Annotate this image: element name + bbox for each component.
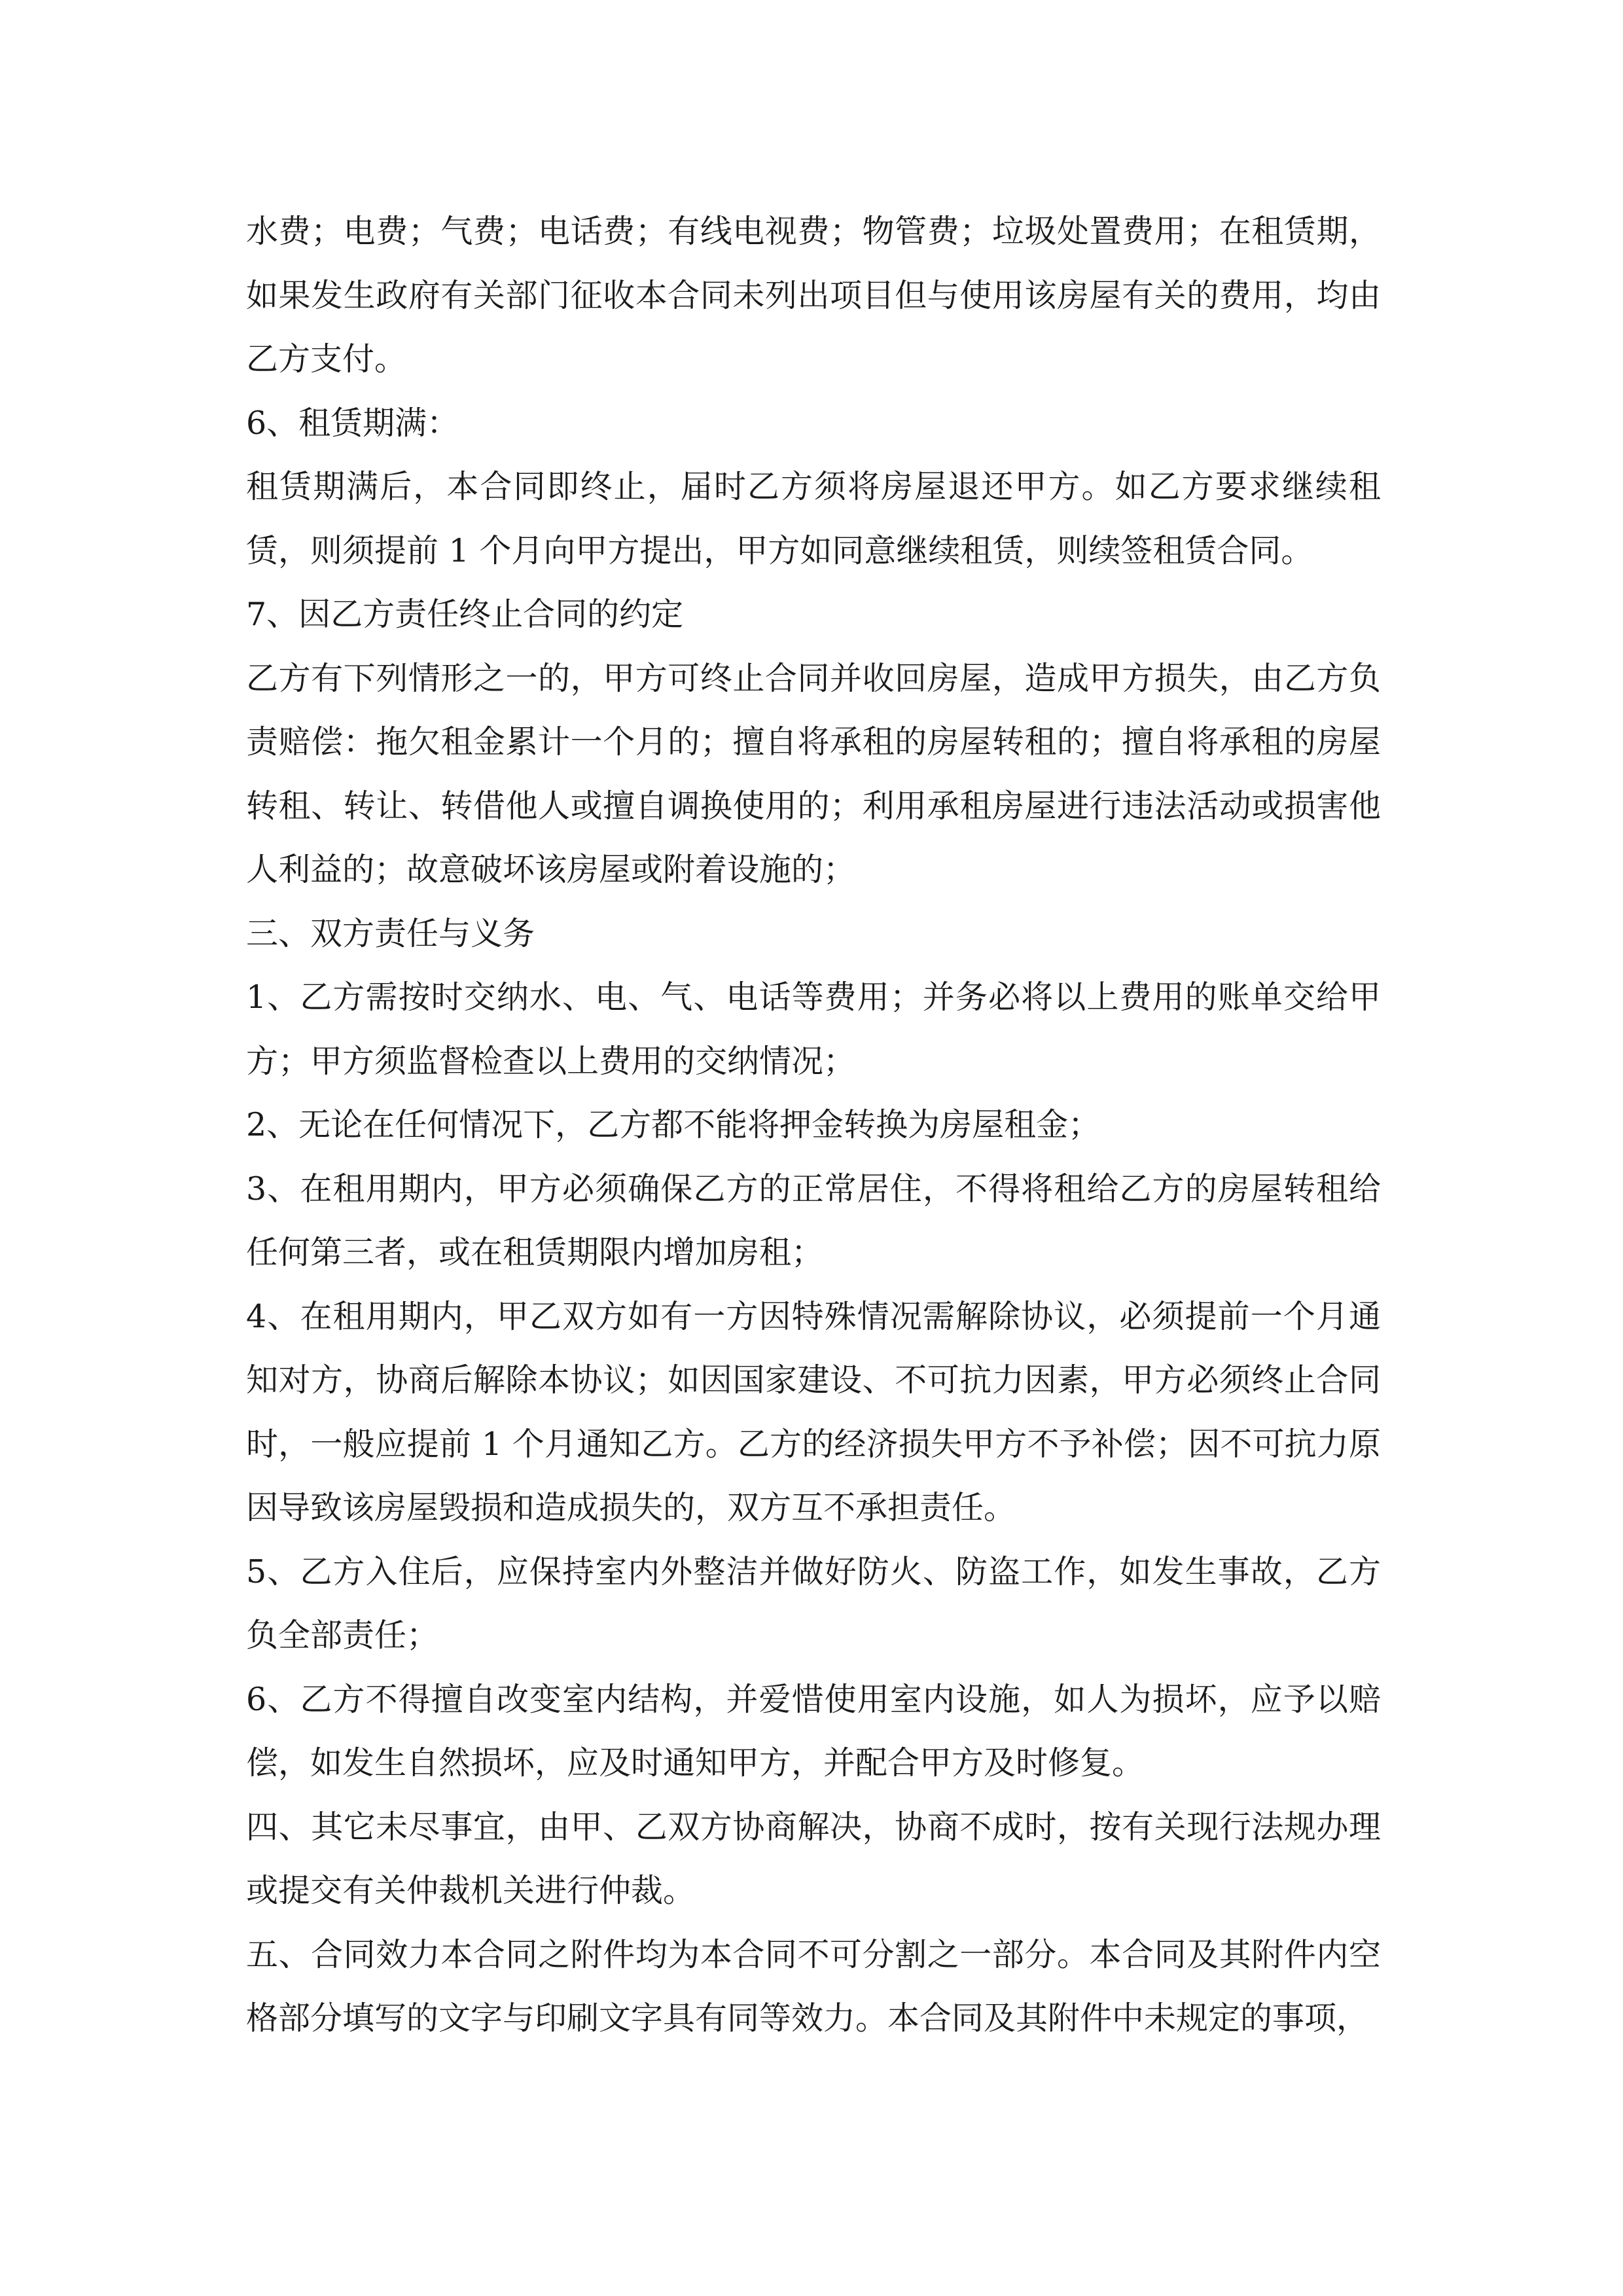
paragraph-lease-expiry: 租赁期满后，本合同即终止，届时乙方须将房屋退还甲方。如乙方要求继续租赁，则须提前 1 个月向甲方提出，甲方如同意继续租赁，则续签租赁合同。	[246, 468, 1381, 569]
section-heading-responsibilities: 三、双方责任与义务	[246, 914, 535, 952]
heading-termination: 7、因乙方责任终止合同的约定	[246, 596, 684, 633]
clause-3: 3、在租用期内，甲方必须确保乙方的正常居住，不得将租给乙方的房屋转租给任何第三者，或在租赁期限内增加房租；	[246, 1170, 1381, 1271]
heading-lease-expiry: 6、租赁期满：	[246, 404, 459, 442]
paragraph-fees: 水费；电费；气费；电话费；有线电视费；物管费；垃圾处置费用；在租赁期，如果发生政府有关部门征收本合同未列出项目但与使用该房屋有关的费用，均由乙方支付。	[246, 213, 1381, 378]
clause-5: 5、乙方入住后，应保持室内外整洁并做好防火、防盗工作，如发生事故，乙方负全部责任；	[246, 1552, 1381, 1654]
clause-2: 2、无论在任何情况下，乙方都不能将押金转换为房屋租金；	[246, 1106, 1101, 1143]
clause-1: 1、乙方需按时交纳水、电、气、电话等费用；并务必将以上费用的账单交给甲方；甲方须监督检查以上费用的交纳情况；	[246, 978, 1381, 1080]
clause-6: 6、乙方不得擅自改变室内结构，并爱惜使用室内设施，如人为损坏，应予以赔偿，如发生自然损坏，应及时通知甲方，并配合甲方及时修复。	[246, 1680, 1381, 1782]
section-four: 四、其它未尽事宜，由甲、乙双方协商解决，协商不成时，按有关现行法规办理或提交有关仲裁机关进行仲裁。	[246, 1808, 1381, 1909]
document-body	[246, 200, 1381, 2051]
paragraph-termination: 乙方有下列情形之一的，甲方可终止合同并收回房屋，造成甲方损失，由乙方负责赔偿：拖欠租金累计一个月的；擅自将承租的房屋转租的；擅自将承租的房屋转租、转让、转借他人或擅自调换使用的；利用承租房屋进行违法活动或损害他人利益的；故意破坏该房屋或附着设施的；	[246, 659, 1381, 888]
section-five: 五、合同效力本合同之附件均为本合同不可分割之一部分。本合同及其附件内空格部分填写的文字与印刷文字具有同等效力。本合同及其附件中未规定的事项，	[246, 1935, 1381, 2037]
clause-4: 4、在租用期内，甲乙双方如有一方因特殊情况需解除协议，必须提前一个月通知对方，协商后解除本协议；如因国家建设、不可抗力因素，甲方必须终止合同时，一般应提前 1 个月通知乙方。乙方的经济损失甲方不予补偿；因不可抗力原因导致该房屋毁损和造成损失的，双方互不承担责任。	[246, 1297, 1381, 1526]
